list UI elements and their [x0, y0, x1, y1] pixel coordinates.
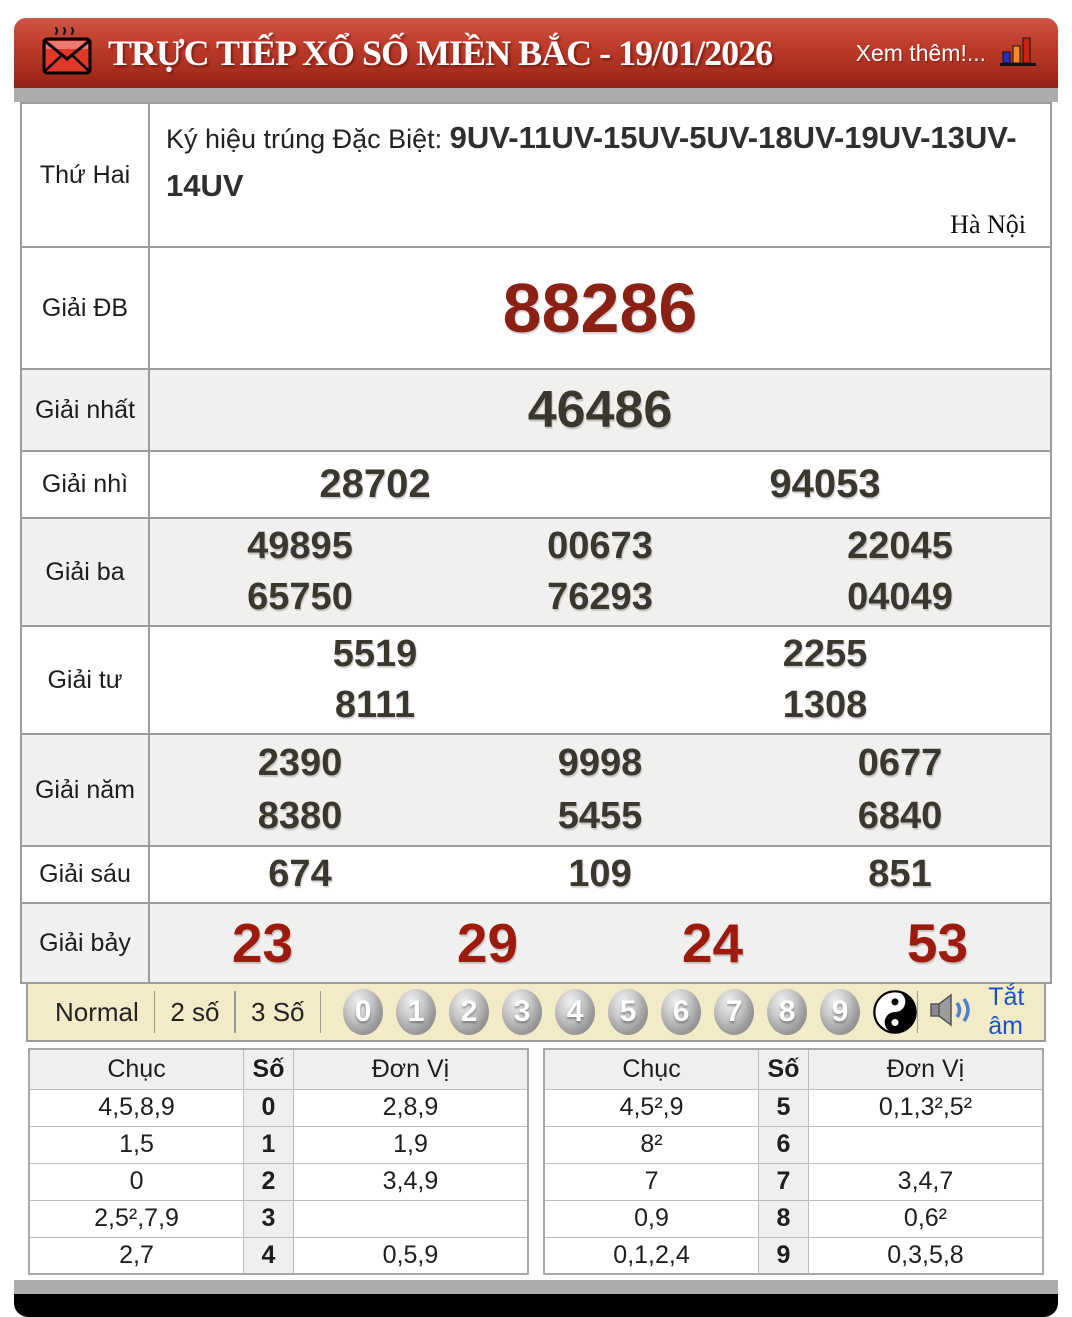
- prize-row-4: [21, 626, 1051, 734]
- prize-value: 23: [231, 912, 294, 975]
- number-ball-0[interactable]: 0: [343, 989, 383, 1035]
- prize-value-row: [150, 454, 1050, 515]
- prize-value-row: [150, 906, 1050, 980]
- stats-tens-cell: 1,5: [29, 1126, 244, 1163]
- number-ball-8[interactable]: 8: [767, 989, 807, 1035]
- stats-tens-cell: 4,5,8,9: [29, 1089, 244, 1126]
- stats-digit-cell: 6: [759, 1126, 809, 1163]
- prize-label: Giải nhì: [21, 451, 149, 518]
- prize-value: 04049: [847, 576, 953, 619]
- prize-value-row: [150, 790, 1050, 843]
- stats-row: [29, 1126, 528, 1163]
- prize-value: 88286: [502, 269, 698, 348]
- bar-chart-icon[interactable]: [1000, 34, 1036, 73]
- prize-value-row: [150, 250, 1050, 366]
- stats-tens-cell: 0,1,2,4: [544, 1237, 759, 1274]
- stats-units-cell: [293, 1200, 528, 1237]
- prize-value: 24: [681, 912, 744, 975]
- stats-digit-cell: 2: [244, 1163, 294, 1200]
- stats-row: [29, 1237, 528, 1274]
- stats-header: Đơn Vị: [293, 1049, 528, 1089]
- stats-units-cell: 3,4,7: [808, 1163, 1043, 1200]
- prize-value: 22045: [847, 525, 953, 568]
- special-sign-cell: [149, 103, 1051, 247]
- prize-label: Giải ba: [21, 518, 149, 626]
- prize-value: 109: [568, 853, 632, 896]
- stats-left-body: [29, 1049, 528, 1274]
- prize-value: 65750: [247, 576, 353, 619]
- prize-value: 29: [456, 912, 519, 975]
- stats-header: Số: [759, 1049, 809, 1089]
- prize-value-row: [150, 737, 1050, 790]
- prize-value-row: [150, 521, 1050, 572]
- prize-value: 9998: [557, 742, 643, 785]
- prize-values: [149, 247, 1051, 369]
- stats-tens-cell: 4,5²,9: [544, 1089, 759, 1126]
- prize-row-2: [21, 451, 1051, 518]
- prize-value: 53: [906, 912, 969, 975]
- stats-row: [544, 1200, 1043, 1237]
- stats-digit-cell: 3: [244, 1200, 294, 1237]
- day-label: Thứ Hai: [21, 103, 149, 247]
- stats-digit-cell: 5: [759, 1089, 809, 1126]
- stats-table-right: [543, 1048, 1044, 1275]
- stats-header: Chục: [544, 1049, 759, 1089]
- stats-units-cell: 0,6²: [808, 1200, 1043, 1237]
- prize-value: 851: [868, 853, 932, 896]
- stats-header: Đơn Vị: [808, 1049, 1043, 1089]
- prize-label: Giải bảy: [21, 903, 149, 983]
- stats-row: [544, 1237, 1043, 1274]
- prize-value: 94053: [769, 462, 881, 507]
- number-ball-5[interactable]: 5: [608, 989, 648, 1035]
- stats-row: [29, 1089, 528, 1126]
- prize-values: [149, 734, 1051, 846]
- mute-button[interactable]: Tắt âm: [988, 983, 1025, 1041]
- stats-units-cell: 3,4,9: [293, 1163, 528, 1200]
- stats-header: Chục: [29, 1049, 244, 1089]
- header-bar: [14, 18, 1058, 88]
- number-ball-3[interactable]: 3: [502, 989, 542, 1035]
- toolbar-divider: [320, 991, 322, 1033]
- province-label: Hà Nội: [950, 210, 1026, 240]
- stats-tens-cell: 2,7: [29, 1237, 244, 1274]
- prize-row-3: [21, 518, 1051, 626]
- prize-row-6: [21, 846, 1051, 903]
- lottery-widget: [14, 18, 1058, 1317]
- prize-values: [149, 903, 1051, 983]
- prize-value: 6840: [857, 795, 943, 838]
- stats-row: [544, 1126, 1043, 1163]
- special-sign-codes: 9UV-11UV-15UV-5UV-18UV-19UV-13UV-14UV: [166, 120, 1017, 204]
- prize-value: 2390: [257, 742, 343, 785]
- prize-label: Giải năm: [21, 734, 149, 846]
- stats-header-row: [544, 1049, 1043, 1089]
- number-ball-9[interactable]: 9: [820, 989, 860, 1035]
- control-toolbar: [26, 984, 1046, 1042]
- prize-value-row: [150, 680, 1050, 731]
- prize-values: [149, 518, 1051, 626]
- footer-bar: [14, 1294, 1058, 1317]
- mode-3so[interactable]: 3 Số: [251, 996, 305, 1027]
- prize-value: 5519: [332, 633, 418, 676]
- prize-row-1: [21, 369, 1051, 451]
- stats-digit-cell: 7: [759, 1163, 809, 1200]
- stats-units-cell: 0,3,5,8: [808, 1237, 1043, 1274]
- prize-value: 8111: [334, 684, 416, 727]
- prize-value: 00673: [547, 525, 653, 568]
- yin-yang-icon[interactable]: [873, 989, 917, 1035]
- prize-label: Giải nhất: [21, 369, 149, 451]
- page-title: TRỰC TIẾP XỔ SỐ MIỀN BẮC - 19/01/2026: [108, 33, 773, 73]
- head-tail-stats: [28, 1048, 1044, 1275]
- stats-row: [29, 1163, 528, 1200]
- stats-row: [544, 1163, 1043, 1200]
- prize-value: 674: [268, 853, 332, 896]
- stats-row: [544, 1089, 1043, 1126]
- prize-value-row: [150, 572, 1050, 623]
- prize-value: 0677: [857, 742, 943, 785]
- prize-value-row: [150, 849, 1050, 900]
- top-divider-band: [14, 88, 1058, 102]
- stats-digit-cell: 8: [759, 1200, 809, 1237]
- stats-digit-cell: 4: [244, 1237, 294, 1274]
- prize-values: [149, 369, 1051, 451]
- prize-value: 8380: [257, 795, 343, 838]
- mode-normal[interactable]: Normal: [55, 996, 139, 1027]
- prize-value: 1308: [782, 684, 868, 727]
- ball-row: [343, 989, 860, 1035]
- info-row: [21, 103, 1051, 247]
- results-area: [14, 102, 1058, 1275]
- stats-tens-cell: 7: [544, 1163, 759, 1200]
- stats-header: Số: [244, 1049, 294, 1089]
- sound-controls: [917, 983, 1032, 1041]
- stats-tens-cell: 2,5²,7,9: [29, 1200, 244, 1237]
- special-sign-label: Ký hiệu trúng Đặc Biệt:: [166, 124, 443, 154]
- prize-row-7: [21, 903, 1051, 983]
- prize-values: [149, 451, 1051, 518]
- prize-value-row: [150, 372, 1050, 448]
- speaker-icon[interactable]: [930, 993, 976, 1032]
- number-ball-1[interactable]: 1: [396, 989, 436, 1035]
- prize-values: [149, 626, 1051, 734]
- mode-2so[interactable]: 2 số: [170, 996, 220, 1027]
- prize-table: [20, 102, 1052, 984]
- prize-label: Giải tư: [21, 626, 149, 734]
- prize-value-row: [150, 629, 1050, 680]
- stats-digit-cell: 9: [759, 1237, 809, 1274]
- stats-row: [29, 1200, 528, 1237]
- prize-value: 76293: [547, 576, 653, 619]
- number-ball-6[interactable]: 6: [661, 989, 701, 1035]
- stats-digit-cell: 0: [244, 1089, 294, 1126]
- number-ball-4[interactable]: 4: [555, 989, 595, 1035]
- stats-tens-cell: 0,9: [544, 1200, 759, 1237]
- stats-units-cell: 0,5,9: [293, 1237, 528, 1274]
- stats-header-row: [29, 1049, 528, 1089]
- see-more-link[interactable]: Xem thêm!...: [855, 39, 986, 66]
- prize-value: 49895: [247, 525, 353, 568]
- prize-value: 5455: [557, 795, 643, 838]
- prize-label: Giải sáu: [21, 846, 149, 903]
- prize-value: 28702: [319, 462, 431, 507]
- stats-right-body: [544, 1049, 1043, 1274]
- stats-units-cell: 0,1,3²,5²: [808, 1089, 1043, 1126]
- bottom-divider-band: [14, 1280, 1058, 1294]
- number-ball-7[interactable]: 7: [714, 989, 754, 1035]
- prize-row-5: [21, 734, 1051, 846]
- prize-value: 46486: [527, 381, 673, 440]
- stats-units-cell: 1,9: [293, 1126, 528, 1163]
- stats-table-left: [28, 1048, 529, 1275]
- prize-row-0: [21, 247, 1051, 369]
- prize-rows: [21, 103, 1051, 983]
- envelope-icon: [40, 25, 94, 82]
- toolbar-divider: [917, 991, 918, 1033]
- stats-tens-cell: 8²: [544, 1126, 759, 1163]
- prize-label: Giải ĐB: [21, 247, 149, 369]
- stats-tens-cell: 0: [29, 1163, 244, 1200]
- prize-value: 2255: [782, 633, 868, 676]
- stats-units-cell: [808, 1126, 1043, 1163]
- prize-values: [149, 846, 1051, 903]
- stats-digit-cell: 1: [244, 1126, 294, 1163]
- stats-units-cell: 2,8,9: [293, 1089, 528, 1126]
- number-ball-2[interactable]: 2: [449, 989, 489, 1035]
